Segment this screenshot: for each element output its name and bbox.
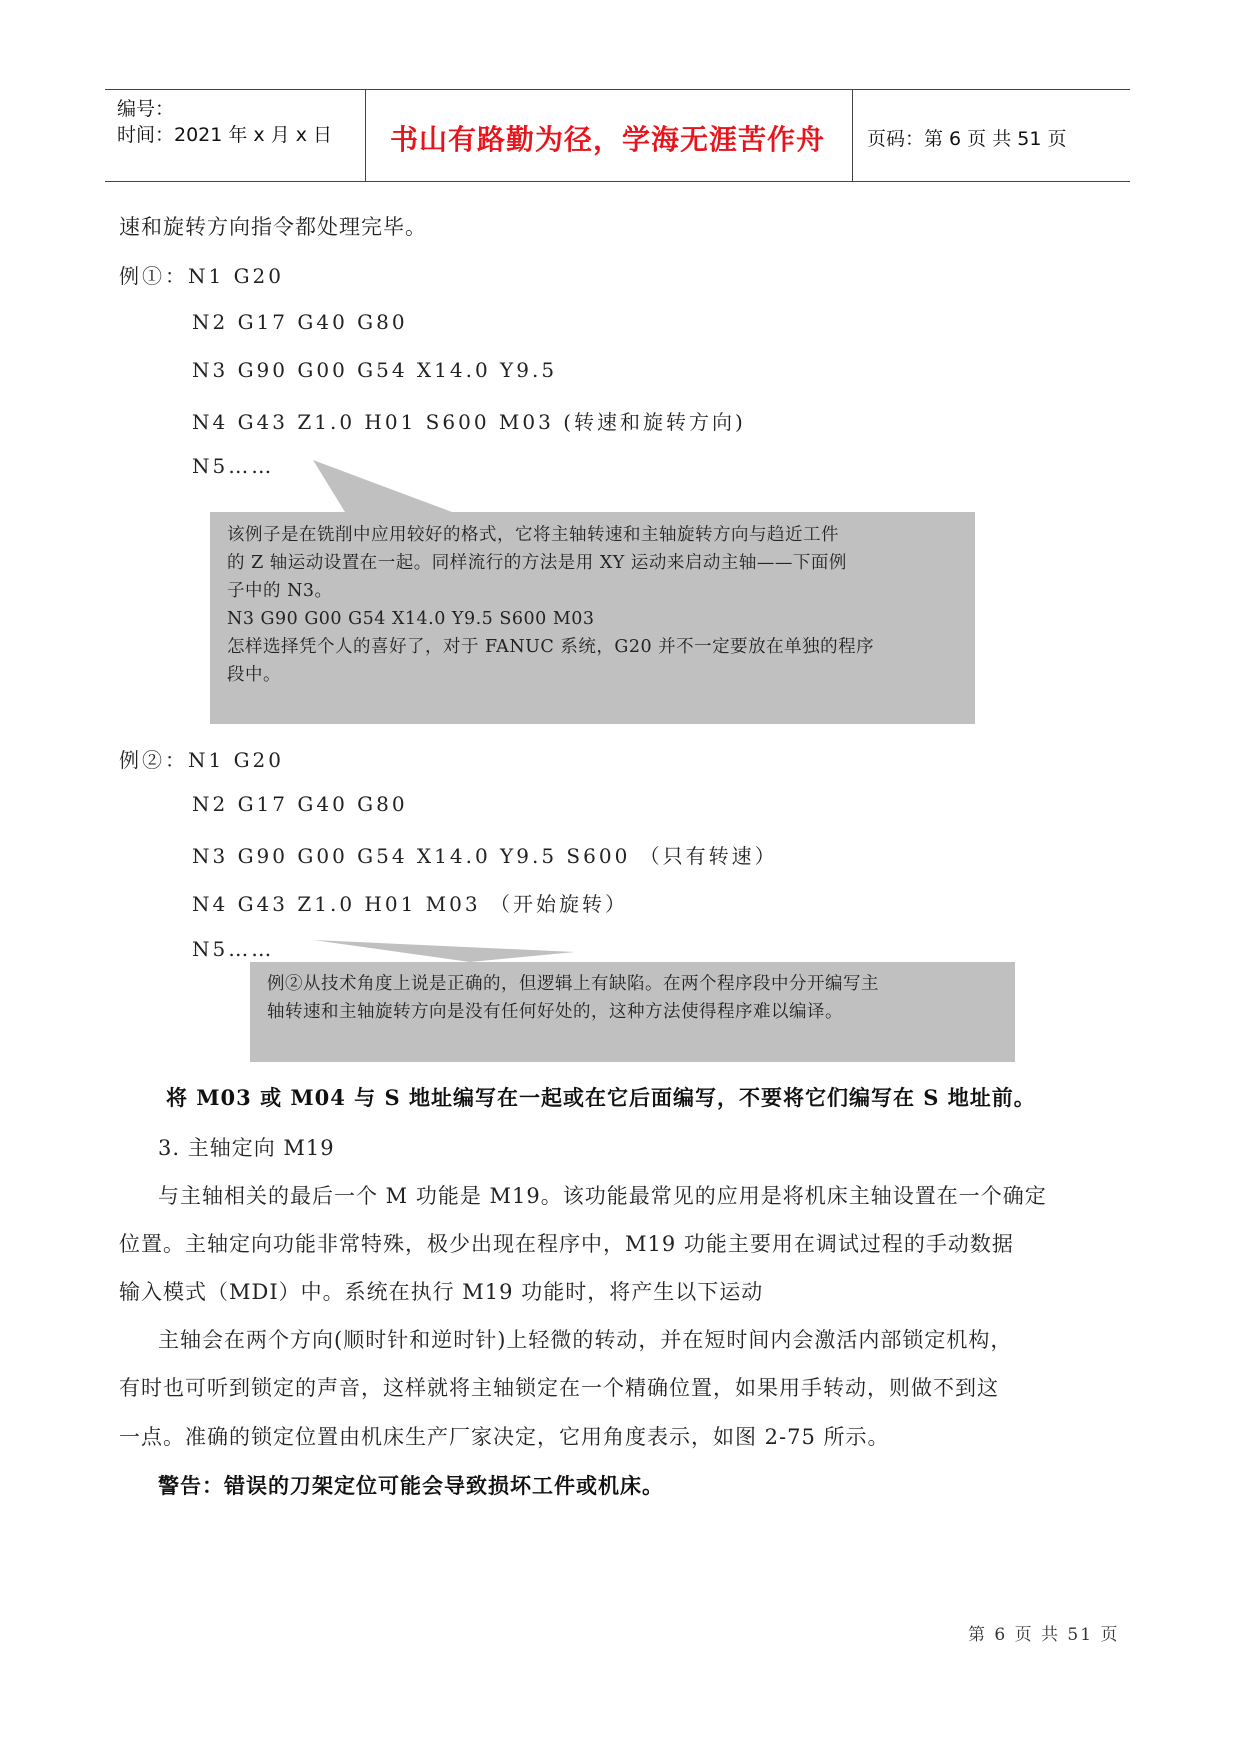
example2-line: N3 G90 G00 G54 X14.0 Y9.5 S600 （只有转速） [192,844,778,868]
paragraph-line: 主轴会在两个方向(顺时针和逆时针)上轻微的转动，并在短时间内会激活内部锁定机构， [158,1328,1013,1352]
example1-line: N2 G17 G40 G80 [192,310,408,334]
example2-line: N2 G17 G40 G80 [192,792,408,816]
callout1-line: 的 Z 轴运动设置在一起。同样流行的方法是用 XY 运动来启动主轴——下面例 [227,553,847,573]
callout2-line: 轴转速和主轴旋转方向是没有任何好处的，这种方法使得程序难以编译。 [267,1002,843,1022]
callout2-pointer [313,940,575,962]
paragraph-line: 与主轴相关的最后一个 M 功能是 M19。该功能最常见的应用是将机床主轴设置在一个确定 [158,1184,1047,1208]
header-motto: 书山有路勤为径，学海无涯苦作舟 [390,123,826,156]
paragraph-line: 输入模式（MDI）中。系统在执行 M19 功能时，将产生以下运动 [119,1280,764,1304]
callout1-line: 怎样选择凭个人的喜好了，对于 FANUC 系统，G20 并不一定要放在单独的程序 [227,637,875,657]
callout1-line: 段中。 [227,665,281,685]
example1-line: N5…… [192,454,275,478]
example1-line: N3 G90 G00 G54 X14.0 Y9.5 [192,358,558,382]
paragraph-line: 一点。准确的锁定位置由机床生产厂家决定，它用角度表示，如图 2-75 所示。 [119,1425,890,1449]
paragraph-line: 有时也可听到锁定的声音，这样就将主轴锁定在一个精确位置，如果用手转动，则做不到这 [119,1376,999,1400]
callout1-text [227,521,874,689]
callout1-pointer [313,460,452,512]
example1-line: N4 G43 Z1.0 H01 S600 M03 (转速和旋转方向) [192,410,746,434]
paragraph-line: 位置。主轴定向功能非常特殊，极少出现在程序中，M19 功能主要用在调试过程的手动数据 [119,1232,1014,1256]
callout2-line: 例②从技术角度上说是正确的，但逻辑上有缺陷。在两个程序段中分开编写主 [267,974,879,994]
page-footer: 第 6 页 共 51 页 [968,1625,1120,1645]
section-title: 3. 主轴定向 M19 [158,1136,335,1160]
header-page-info: 页码：第 6 页 共 51 页 [867,128,1067,150]
example2-label: 例②：N1 G20 [119,748,285,772]
example2-line: N4 G43 Z1.0 H01 M03 （开始旋转） [192,892,628,916]
header-number-label: 编号： [117,98,175,120]
example2-line: N5…… [192,937,275,961]
callout1-line: 该例子是在铣削中应用较好的格式，它将主轴转速和主轴旋转方向与趋近工件 [227,525,839,545]
example1-label: 例①：N1 G20 [119,264,285,288]
header-time-label: 时间：2021 年 x 月 x 日 [117,124,333,146]
warning-text: 警告：错误的刀架定位可能会导致损坏工件或机床。 [158,1473,664,1498]
rule-statement: 将 M03 或 M04 与 S 地址编写在一起或在它后面编写，不要将它们编写在 S 地址前。 [166,1085,1036,1110]
callout2-text [267,970,879,1026]
callout1-line: N3 G90 G00 G54 X14.0 Y9.5 S600 M03 [227,609,595,629]
callout1-line: 子中的 N3。 [227,581,333,601]
intro-line: 速和旋转方向指令都处理完毕。 [119,215,427,239]
